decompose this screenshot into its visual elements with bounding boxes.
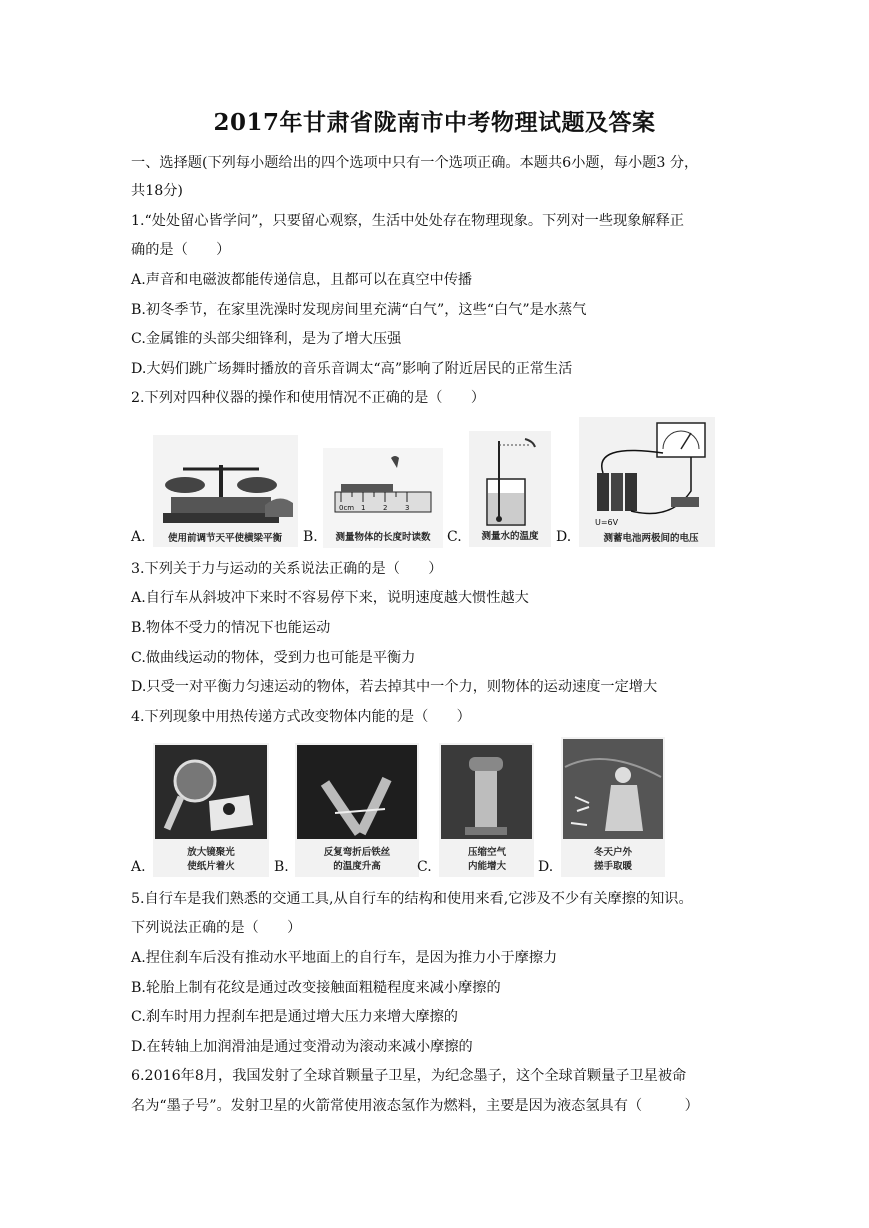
q2-label-a: A. <box>131 529 146 545</box>
q4-label-a: A. <box>131 859 146 875</box>
q6-stem-line2: 名为“墨子号”。发射卫星的火箭常使用液态氢作为燃料，主要是因为液态氢具有（ ） <box>131 1098 699 1114</box>
q5-stem-line2: 下列说法正确的是（ ） <box>131 920 302 936</box>
q2-figure-ruler <box>323 448 443 548</box>
piston-illustration <box>439 743 534 877</box>
q4-caption-c-line2: 内能增大 <box>467 861 507 872</box>
q2-figure-balance <box>153 435 298 547</box>
q4-label-b: B. <box>274 859 289 875</box>
section-heading-line1: 一、选择题(下列每小题给出的四个选项中只有一个选项正确。本题共6小题，每小题3 分， <box>131 155 699 171</box>
q2-figure-row <box>131 415 746 550</box>
q4-stem: 4.下列现象中用热传递方式改变物体内能的是（ ） <box>131 709 471 725</box>
q4-figure-piston <box>439 743 534 877</box>
q5-option-a: A.捏住刹车后没有推动水平地面上的自行车，是因为推力小于摩擦力 <box>131 950 558 966</box>
q4-caption-d-line2: 搓手取暖 <box>593 861 633 872</box>
q1-option-d: D.大妈们跳广场舞时播放的音乐音调太“高”影响了附近居民的正常生活 <box>131 361 573 377</box>
rubbing-hands-illustration <box>561 737 665 877</box>
q3-option-b: B.物体不受力的情况下也能运动 <box>131 620 331 636</box>
q4-caption-a-line2: 使纸片着火 <box>187 861 235 872</box>
q1-option-c: C.金属锥的头部尖细锋利，是为了增大压强 <box>131 331 402 347</box>
bending-wire-illustration <box>295 743 419 877</box>
q1-stem-line2: 确的是（ ） <box>131 242 231 258</box>
q2-voltage-label: U=6V <box>595 518 619 527</box>
q4-caption-c-line1: 压缩空气 <box>467 847 507 858</box>
q5-option-c: C.刹车时用力捏刹车把是通过增大压力来增大摩擦的 <box>131 1009 458 1025</box>
q5-option-b: B.轮胎上制有花纹是通过改变接触面粗糙程度来减小摩擦的 <box>131 980 501 996</box>
q4-label-d: D. <box>538 859 554 875</box>
page-title: 2017年甘肃省陇南市中考物理试题及答案 <box>213 109 656 136</box>
ruler-tick-3: 3 <box>405 504 410 512</box>
q2-stem: 2.下列对四种仪器的操作和使用情况不正确的是（ ） <box>131 390 486 406</box>
q2-figure-thermometer <box>469 431 551 547</box>
q4-figure-row <box>131 735 746 880</box>
q3-option-d: D.只受一对平衡力匀速运动的物体，若去掉其中一个力，则物体的运动速度一定增大 <box>131 679 658 695</box>
thermometer-illustration <box>469 431 551 547</box>
q2-caption-a: 使用前调节天平使横梁平衡 <box>167 533 283 544</box>
section-heading-line2: 共18分) <box>131 183 183 199</box>
q5-stem-line1: 5.自行车是我们熟悉的交通工具,从自行车的结构和使用来看,它涉及不少有关摩擦的知识。 <box>131 891 693 907</box>
q4-caption-a-line1: 放大镜聚光 <box>187 847 235 858</box>
q3-option-c: C.做曲线运动的物体，受到力也可能是平衡力 <box>131 650 416 666</box>
q3-stem: 3.下列关于力与运动的关系说法正确的是（ ） <box>131 561 443 577</box>
ruler-tick-2: 2 <box>383 504 388 512</box>
q2-label-c: C. <box>447 529 462 545</box>
balance-illustration <box>153 435 298 547</box>
q2-label-d: D. <box>556 529 572 545</box>
q4-figure-wire <box>295 743 419 877</box>
ruler-illustration <box>323 448 443 548</box>
q4-caption-d-line1: 冬天户外 <box>593 847 633 858</box>
magnifier-illustration <box>153 743 269 877</box>
q1-option-b: B.初冬季节，在家里洗澡时发现房间里充满“白气”，这些“白气”是水蒸气 <box>131 302 587 318</box>
voltmeter-circuit-illustration <box>579 417 715 547</box>
q4-caption-b-line1: 反复弯折后铁丝 <box>323 847 391 858</box>
q2-caption-d: 测蓄电池两极间的电压 <box>603 533 699 544</box>
q5-option-d: D.在转轴上加润滑油是通过变滑动为滚动来减小摩擦的 <box>131 1039 473 1055</box>
q4-label-c: C. <box>417 859 432 875</box>
q4-figure-rubbing-hands <box>561 737 665 877</box>
q2-figure-voltmeter <box>579 417 715 547</box>
q1-stem-line1: 1.“处处留心皆学问”，只要留心观察，生活中处处存在物理现象。下列对一些现象解释正 <box>131 213 684 229</box>
ruler-tick-1: 1 <box>361 504 366 512</box>
q4-caption-b-line2: 的温度升高 <box>333 861 381 872</box>
q1-option-a: A.声音和电磁波都能传递信息，且都可以在真空中传播 <box>131 272 473 288</box>
q2-caption-c: 测量水的温度 <box>481 531 539 542</box>
q2-caption-b: 测量物体的长度时读数 <box>335 532 431 543</box>
ruler-tick-0: 0cm <box>339 504 355 512</box>
q3-option-a: A.自行车从斜坡冲下来时不容易停下来，说明速度越大惯性越大 <box>131 590 529 606</box>
q6-stem-line1: 6.2016年8月，我国发射了全球首颗量子卫星，为纪念墨子，这个全球首颗量子卫星被命 <box>131 1068 687 1084</box>
q2-label-b: B. <box>303 529 318 545</box>
q4-figure-magnifier <box>153 743 269 877</box>
